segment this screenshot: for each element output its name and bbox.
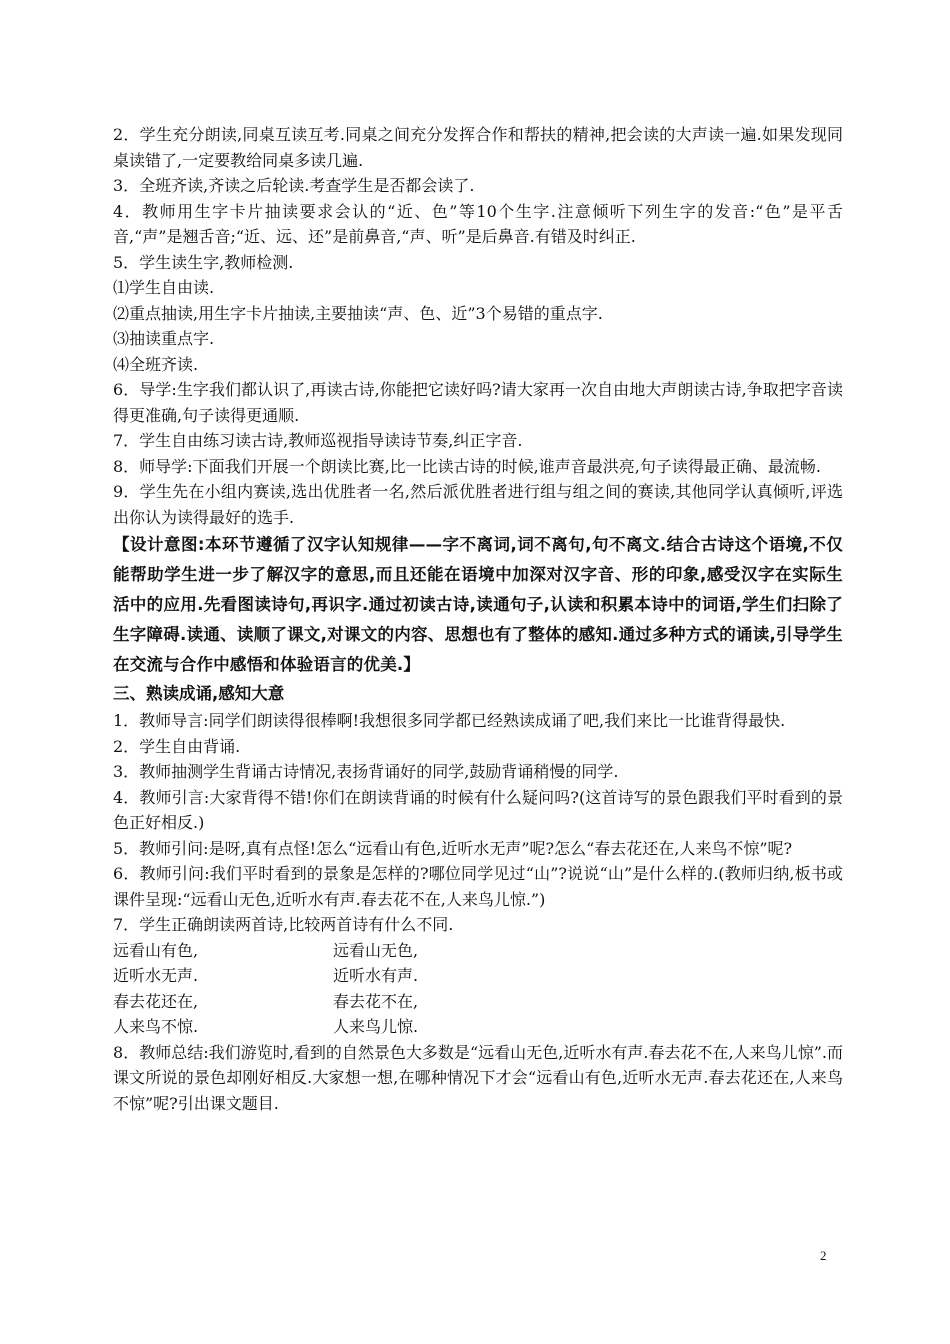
poem-contrast-line: 人来鸟儿惊. [333, 1017, 419, 1036]
paragraph-step-3: 3．全班齐读,齐读之后轮读.考查学生是否都会读了. [113, 176, 475, 195]
section-heading: 三、熟读成诵,感知大意 [113, 684, 285, 703]
paragraph-step-2: 2．学生充分朗读,同桌互读互考.同桌之间充分发挥合作和帮扶的精神,把会读的大声读一遍.如果发现同桌读错了,一定要教给同桌多读几遍. [113, 125, 843, 170]
poem-contrast-line: 春去花不在, [333, 991, 419, 1011]
paragraph-sub-1: ⑴学生自由读. [113, 278, 215, 297]
poem-row [113, 963, 843, 989]
paragraph-recite-3: 3．教师抽测学生背诵古诗情况,表扬背诵好的同学,鼓励背诵稍慢的同学. [113, 762, 619, 781]
poem-comparison [113, 938, 843, 1040]
paragraph-recite-1: 1．教师导言:同学们朗读得很棒啊!我想很多同学都已经熟读成诵了吧,我们来比一比谁背得最快. [113, 711, 786, 730]
paragraph-sub-4: ⑷全班齐读. [113, 354, 199, 374]
paragraph-step-5: 5．学生读生字,教师检测. [113, 252, 294, 272]
paragraph-recite-5: 5．教师引问:是呀,真有点怪!怎么“远看山有色,近听水无声”呢?怎么“春去花还在,人来鸟不惊”呢? [113, 838, 793, 858]
paragraph-step-4: 4．教师用生字卡片抽读要求会认的“近、色”等10个生字.注意倾听下列生字的发音:“色”是平舌音,“声”是翘舌音;“近、远、还”是前鼻音,“声、听”是后鼻音.有错及时纠正. [113, 201, 843, 246]
paragraph-step-8: 8．师导学:下面我们开展一个朗读比赛,比一比读古诗的时候,谁声音最洪亮,句子读得最正确、最流畅. [113, 456, 821, 476]
poem-contrast-line: 远看山无色, [333, 940, 419, 960]
poem-row [113, 938, 843, 964]
paragraph-sub-2: ⑵重点抽读,用生字卡片抽读,主要抽读“声、色、近”3个易错的重点字. [113, 303, 603, 323]
paragraph-sub-3: ⑶抽读重点字. [113, 329, 215, 348]
paragraph-step-6: 6．导学:生字我们都认识了,再读古诗,你能把它读好吗?请大家再一次自由地大声朗读古诗,争取把字音读得更准确,句子读得更通顺. [113, 380, 843, 425]
paragraph-step-9: 9．学生先在小组内赛读,选出优胜者一名,然后派优胜者进行组与组之间的赛读,其他同学认真倾听,评选出你认为读得最好的选手. [113, 482, 843, 527]
paragraph-step-7: 7．学生自由练习读古诗,教师巡视指导读诗节奏,纠正字音. [113, 431, 523, 450]
paragraph-recite-7: 7．学生正确朗读两首诗,比较两首诗有什么不同. [113, 915, 454, 934]
poem-contrast-line: 近听水有声. [333, 966, 419, 985]
poem-row [113, 1014, 843, 1040]
paragraph-recite-2: 2．学生自由背诵. [113, 736, 241, 756]
poem-original-line: 近听水无声. [113, 966, 199, 985]
poem-original-line: 远看山有色, [113, 940, 199, 960]
poem-row [113, 989, 843, 1015]
page-number: 2 [820, 1248, 827, 1263]
design-intent-block: 【设计意图:本环节遵循了汉字认知规律——字不离词,词不离句,句不离文.结合古诗这个语境,不仅能帮助学生进一步了解汉字的意思,而且还能在语境中加深对汉字音、形的印象,感受汉字在实际生活中的应用.先看图读诗句,再识字.通过初读古诗,读通句子,认读和积累本诗中的词语,学生们扫除了生字障碍.读通、读顺了课文,对课文的内容、思想也有了整体的感知.通过多种方式的诵读,引导学生在交流与合作中感悟和体验语言的优美.】 [113, 535, 843, 674]
poem-original-line: 春去花还在, [113, 991, 199, 1011]
paragraph-recite-4: 4．教师引言:大家背得不错!你们在朗读背诵的时候有什么疑问吗?(这首诗写的景色跟我们平时看到的景色正好相反.) [113, 787, 843, 832]
paragraph-recite-8: 8．教师总结:我们游览时,看到的自然景色大多数是“远看山无色,近听水有声.春去花不在,人来鸟儿惊”.而课文所说的景色却刚好相反.大家想一想,在哪种情况下才会“远看山有色,近听水无声.春去花还在,人来鸟不惊”呢?引出课文题目. [113, 1042, 843, 1113]
document-body [113, 122, 843, 1116]
paragraph-recite-6: 6．教师引问:我们平时看到的景象是怎样的?哪位同学见过“山”?说说“山”是什么样的.(教师归纳,板书或课件呈现:“远看山无色,近听水有声.春去花不在,人来鸟儿惊.”) [113, 864, 843, 909]
poem-original-line: 人来鸟不惊. [113, 1017, 199, 1036]
